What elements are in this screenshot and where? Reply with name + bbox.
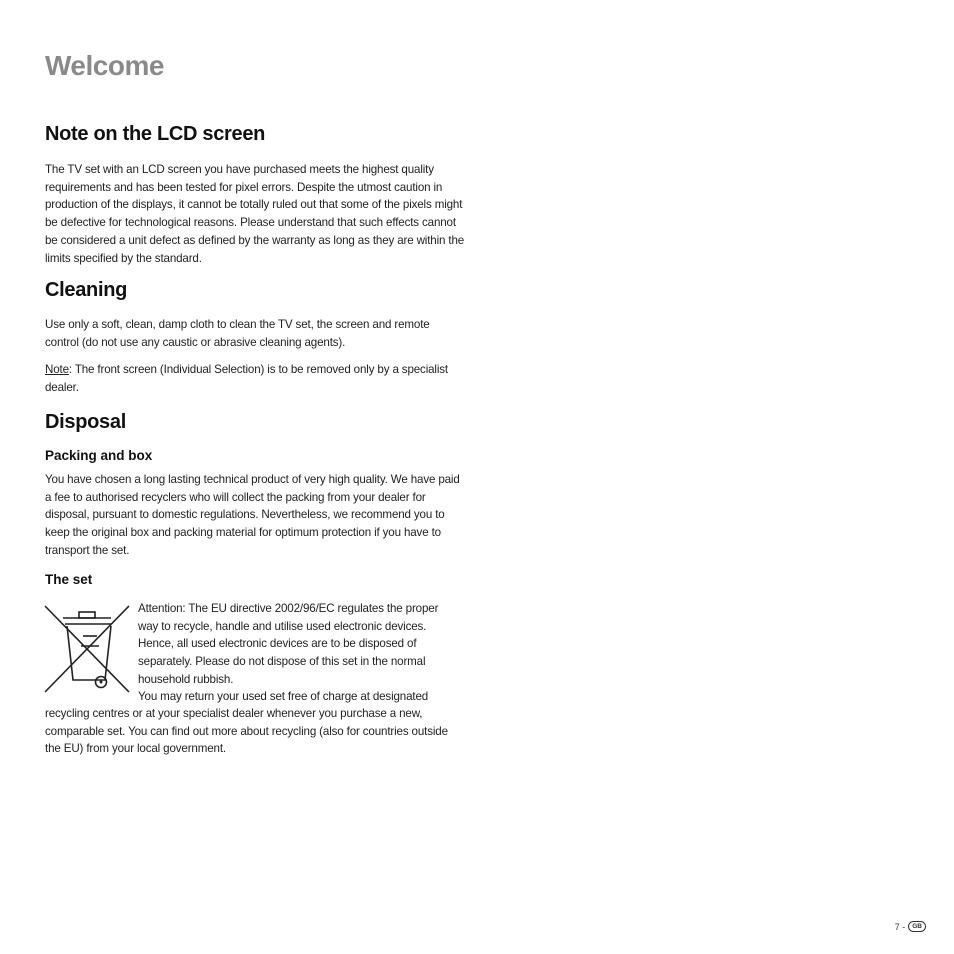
- set-body-1: Attention: The EU directive 2002/96/EC regulates the proper way to recycle, handle and utilise used electronic devices. Hence, all used electronic devices are to be disposed of separately. Please do not dispose of this set in the normal household rubbish.: [138, 602, 439, 686]
- note-text: : The front screen (Individual Selection) is to be removed only by a specialist dealer.: [45, 363, 448, 394]
- cleaning-heading: Cleaning: [45, 279, 128, 301]
- lcd-heading: Note on the LCD screen: [45, 123, 266, 145]
- cleaning-note: [45, 361, 465, 396]
- packing-heading: Packing and box: [45, 448, 153, 463]
- disposal-heading: Disposal: [45, 411, 126, 433]
- crossed-out-wheelie-bin-icon: [43, 604, 131, 696]
- set-body-3: recycling centres or at your specialist dealer whenever you purchase a new, comparable set. You can find out more about recycling (also for countries outside the EU) from your local government.: [45, 707, 448, 756]
- note-label: Note: [45, 363, 69, 376]
- page-number: 7 -: [894, 921, 906, 932]
- lcd-body: The TV set with an LCD screen you have purchased meets the highest quality requirements and has been tested for pixel errors. Despite the utmost caution in production of the displays, it cannot be totally ruled out that some of the pixels might be defective for technological reasons. Please understand that such effects cannot be considered a unit defect as defined by the warranty as long as they are within the limits specified by the standard.: [45, 163, 465, 265]
- cleaning-body: Use only a soft, clean, damp cloth to clean the TV set, the screen and remote control (do not use any caustic or abrasive cleaning agents).: [45, 318, 430, 349]
- packing-body: You have chosen a long lasting technical product of very high quality. We have paid a fee to authorised recyclers who will collect the packing from your dealer for disposal, pursuant to domestic regulations. Nevertheless, we recommend you to keep the original box and packing material for optimum protection if you have to transport the set.: [45, 473, 460, 557]
- page-footer: [895, 921, 926, 932]
- page-title: Welcome: [45, 50, 164, 81]
- set-body-2: You may return your used set free of charge at designated: [138, 690, 429, 703]
- set-heading: The set: [45, 572, 93, 587]
- country-badge: GB: [908, 921, 926, 932]
